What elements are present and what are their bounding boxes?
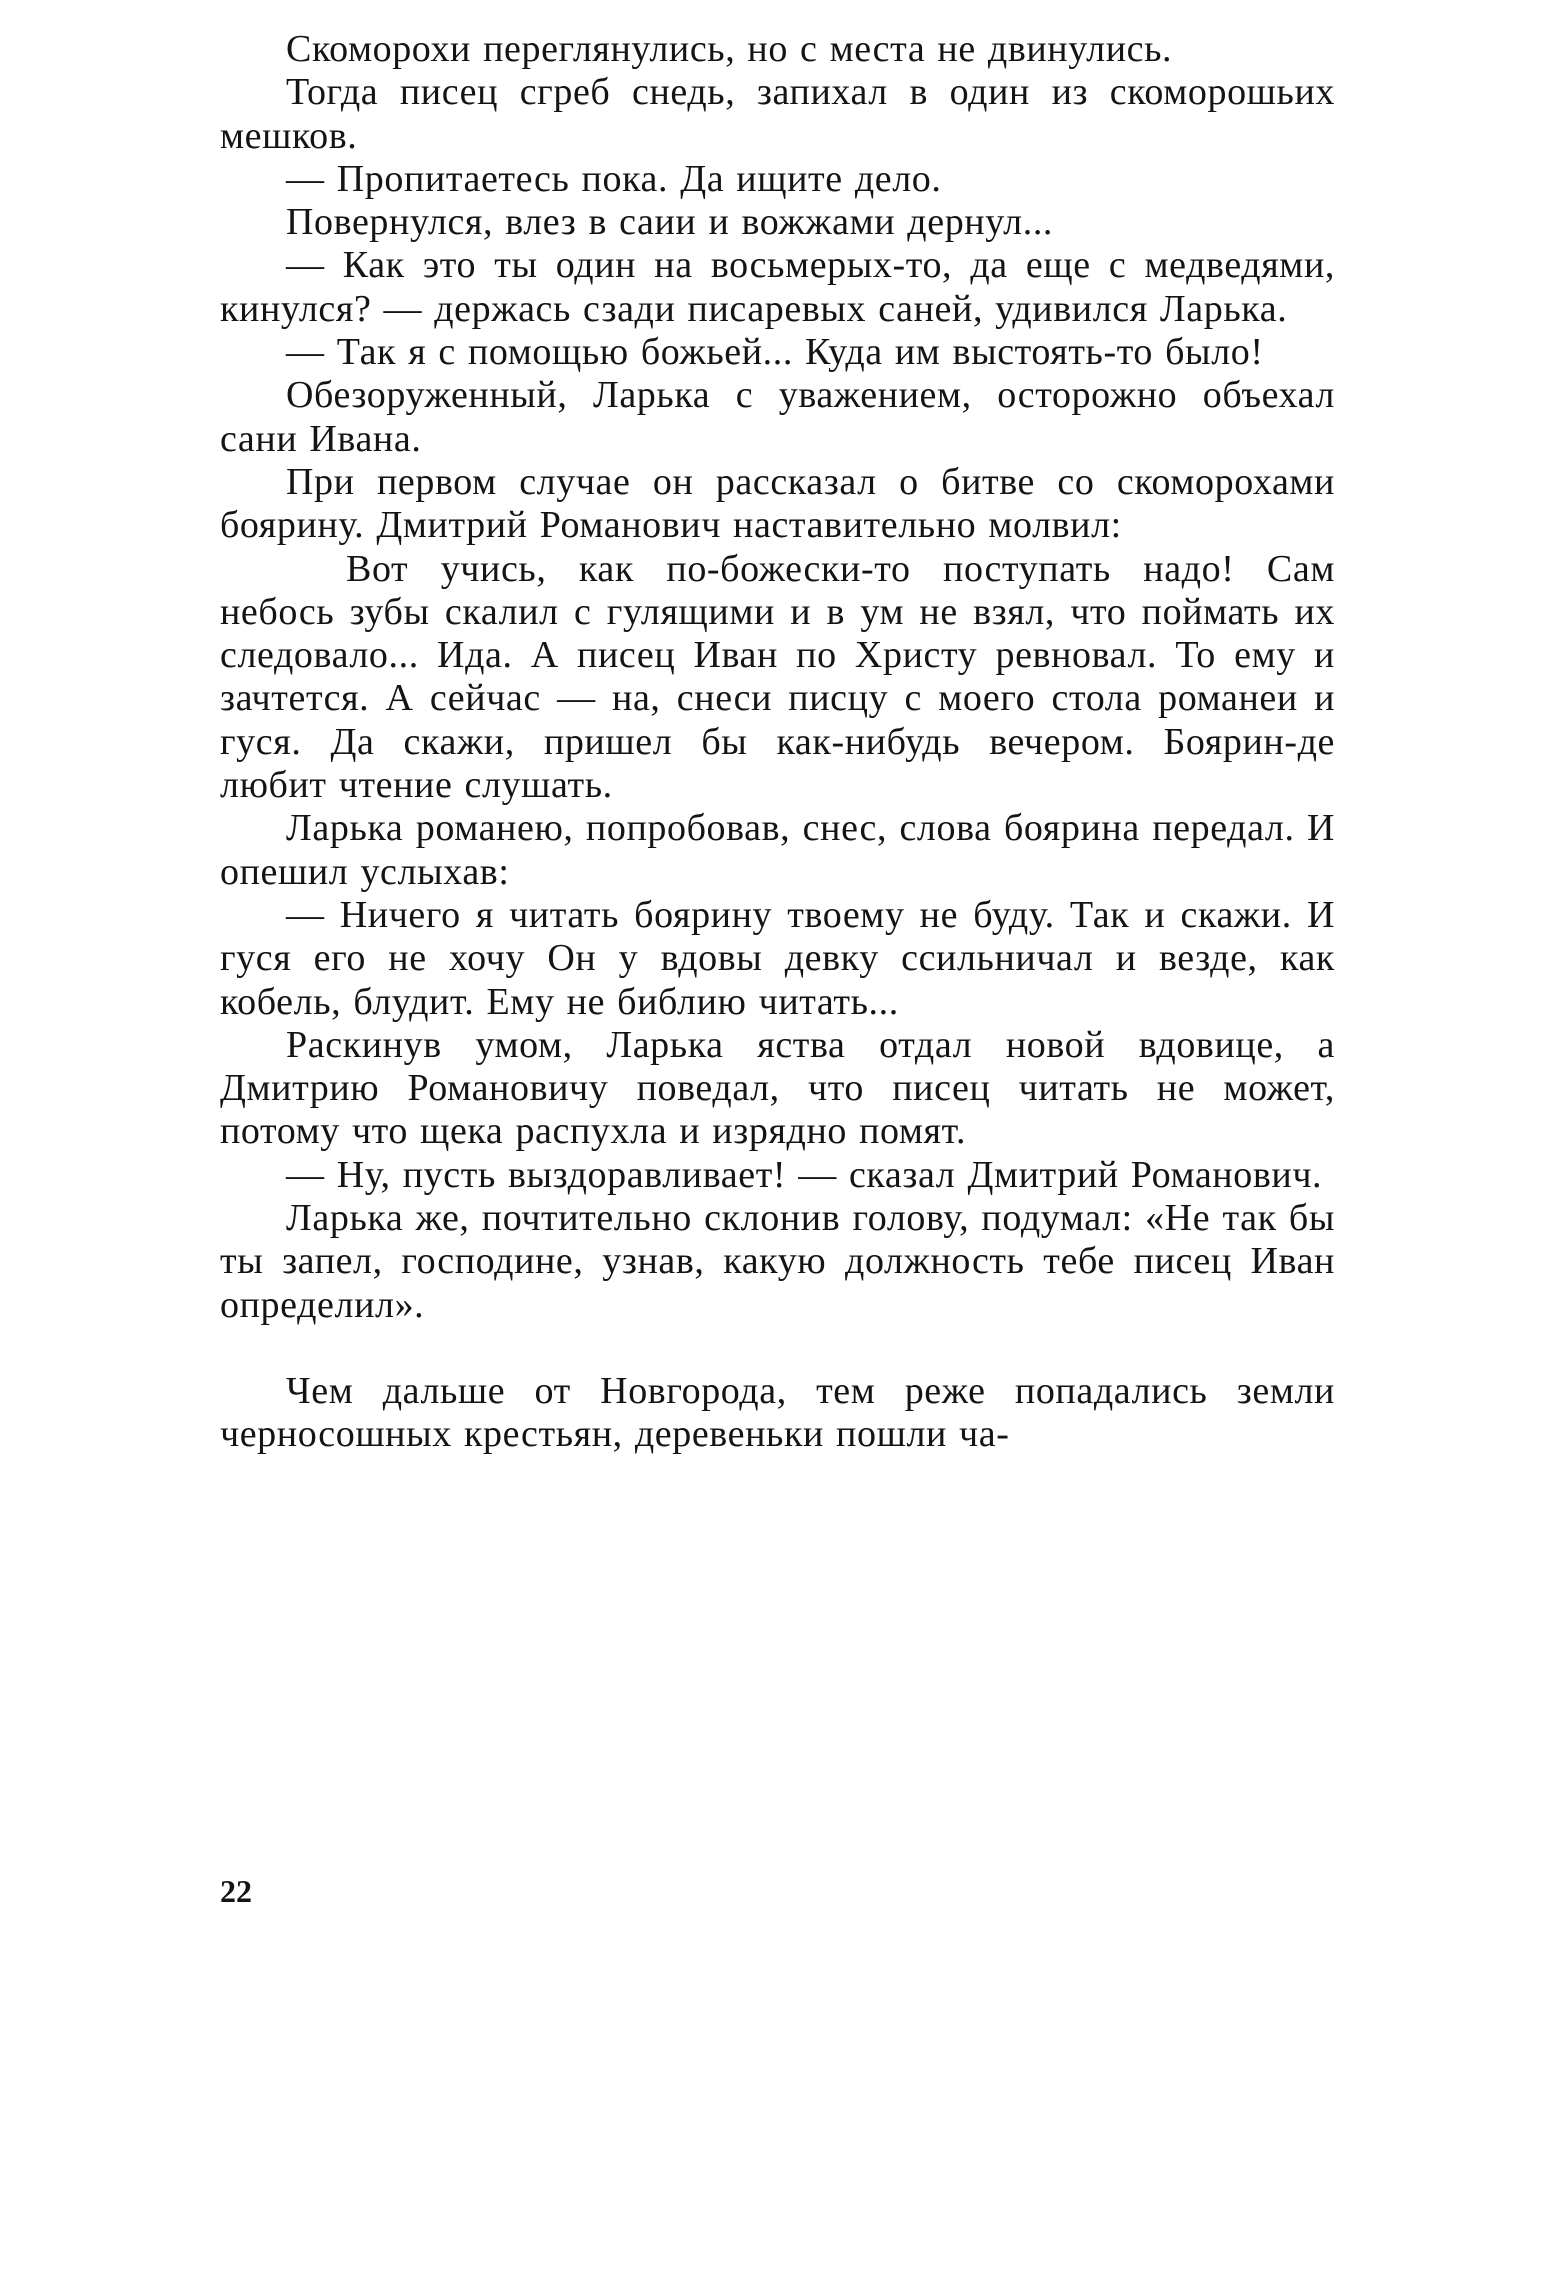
paragraph: — Как это ты один на восьмерых-то, да еще с медведями, кинулся? — держась сзади писаревых саней, удивился Ларька. [220, 244, 1335, 330]
page-number: 22 [220, 1873, 252, 1909]
paragraph: Скоморохи переглянулись, но с места не двинулись. [286, 28, 1173, 70]
paragraph: При первом случае он рассказал о битве со скоморохами боярину. Дмитрий Романович наставительно молвил: [220, 460, 1335, 547]
paragraph: Повернулся, влез в саии и вожжами дернул... [286, 201, 1054, 244]
paragraph: — Пропитаетесь пока. Да ищите дело. [286, 157, 942, 200]
paragraph: — Ничего я читать боярину твоему не буду. Так и скажи. И гуся его не хочу Он у вдовы девку ссильничал и везде, как кобель, блудит. Ему не библию читать... [220, 893, 1335, 1023]
paragraph: Обезоруженный, Ларька с уважением, осторожно объехал сани Ивана. [220, 374, 1335, 460]
paragraph: Тогда писец сгреб снедь, запихал в один из скоморошьих мешков. [220, 71, 1335, 157]
paragraph: — Ну, пусть выздоравливает! — сказал Дмитрий Романович. [286, 1153, 1323, 1196]
paragraph: Ларька романею, попробовав, снес, слова боярина передал. И опешил услыхав: [220, 807, 1335, 893]
paragraph: — Так я с помощью божьей... Куда им выстоять-то было! [286, 331, 1264, 374]
paragraph: Раскинув умом, Ларька яства отдал новой вдовице, а Дмитрию Романовичу поведал, что писец читать не может, потому что щека распухла и изрядно помят. [220, 1023, 1335, 1153]
paragraph: Чем дальше от Новгорода, тем реже попадались земли черносошных крестьян, деревеньки пошли ча- [220, 1369, 1335, 1456]
section-break [220, 1327, 1335, 1370]
page-body [220, 28, 1335, 1457]
paragraph: Ларька же, почтительно склонив голову, подумал: «Не так бы ты запел, господине, узнав, какую должность тебе писец Иван определил». [220, 1197, 1335, 1326]
paragraph: Вот учись, как по-божески-то поступать надо! Сам небось зубы скалил с гулящими и в ум не взял, что поймать их следовало... Ида. А писец Иван по Христу ревновал. То ему и зачтется. А сейчас — на, снеси писцу с моего стола романеи и гуся. Да скажи, пришел бы как-нибудь вечером. Боярин-де любит чтение слушать. [220, 547, 1335, 807]
